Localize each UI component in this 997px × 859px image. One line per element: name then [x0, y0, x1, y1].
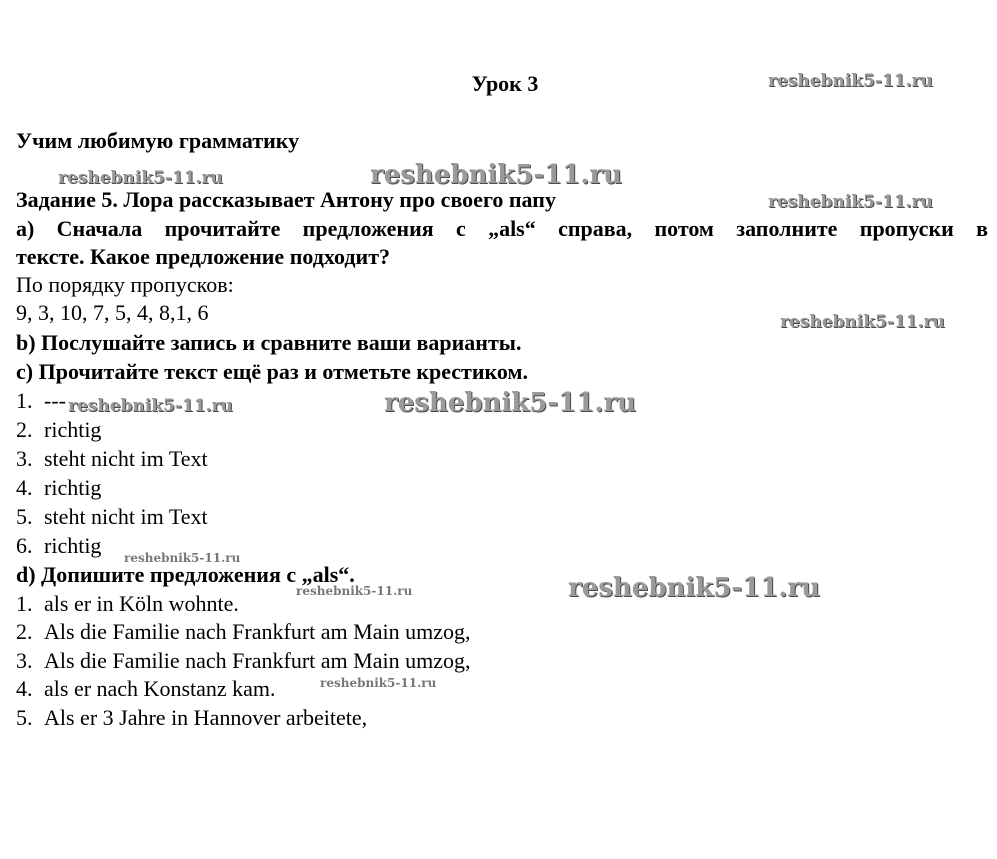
part-b-heading: b) Послушайте запись и сравните ваши варианты. [16, 330, 522, 355]
watermark: reshebnik5-11.ru [384, 388, 637, 418]
lesson-title: Урок 3 [471, 71, 539, 96]
list-item: 5. steht nicht im Text [16, 504, 208, 529]
list-item: 2. Als die Familie nach Frankfurt am Main umzog, [16, 619, 471, 644]
list-item: 4. als er nach Konstanz kam. [16, 676, 276, 701]
watermark: reshebnik5-11.ru [768, 192, 933, 212]
part-a-line-1: а) Сначала прочитайте предложения с „als“ справа, потом заполните пропуски в [16, 216, 988, 241]
order-values: 9, 3, 10, 7, 5, 4, 8,1, 6 [16, 300, 209, 325]
task-title: Задание 5. Лора рассказывает Антону про своего папу [16, 187, 556, 212]
list-item: 6. richtig [16, 533, 102, 558]
order-label: По порядку пропусков: [16, 272, 234, 297]
watermark: reshebnik5-11.ru [58, 168, 223, 188]
watermark: reshebnik5-11.ru [568, 573, 821, 603]
watermark: reshebnik5-11.ru [320, 676, 437, 690]
watermark: reshebnik5-11.ru [124, 551, 241, 565]
watermark: reshebnik5-11.ru [370, 160, 623, 190]
list-item: 3. steht nicht im Text [16, 446, 208, 471]
part-a-line-2: тексте. Какое предложение подходит? [16, 244, 391, 269]
list-item: 1. als er in Köln wohnte. [16, 591, 239, 616]
list-item: 3. Als die Familie nach Frankfurt am Main umzog, [16, 648, 471, 673]
list-item: 4. richtig [16, 475, 102, 500]
list-item: 1. --- [16, 388, 66, 413]
watermark: reshebnik5-11.ru [768, 71, 933, 91]
part-c-heading: c) Прочитайте текст ещё раз и отметьте крестиком. [16, 359, 528, 384]
list-item: 2. richtig [16, 417, 102, 442]
section-title: Учим любимую грамматику [16, 128, 300, 153]
watermark: reshebnik5-11.ru [780, 312, 945, 332]
list-item: 5. Als er 3 Jahre in Hannover arbeitete, [16, 705, 368, 730]
part-d-heading: d) Допишите предложения с „als“. [16, 562, 355, 587]
watermark: reshebnik5-11.ru [68, 396, 233, 416]
watermark: reshebnik5-11.ru [296, 584, 413, 598]
